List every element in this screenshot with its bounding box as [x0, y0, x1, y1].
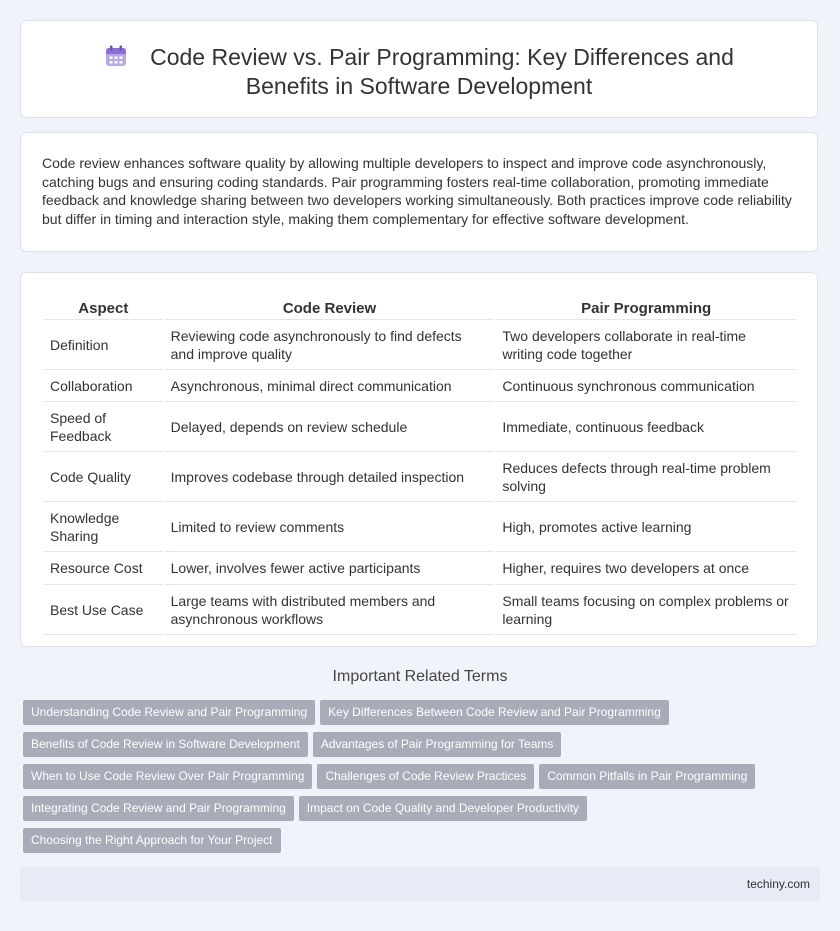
- aspect-cell: Best Use Case: [44, 585, 163, 635]
- calendar-icon: [104, 44, 128, 68]
- intro-paragraph: Code review enhances software quality by allowing multiple developers to inspect and improve code asynchronously, catching bugs and ensuring coding standards. Pair programming fosters real-time collaboration, promoting immediate feedback and knowledge sharing between two developers working simultaneously. Both practices improve code reliability but differ in timing and interaction style, making them complementary for effective software development.: [42, 155, 792, 227]
- table-row: [44, 452, 796, 502]
- table-row: [44, 402, 796, 452]
- table-row: [44, 370, 796, 402]
- related-term-tag[interactable]: Common Pitfalls in Pair Programming: [539, 764, 755, 789]
- table-row: [44, 552, 796, 585]
- related-term-tag[interactable]: Challenges of Code Review Practices: [317, 764, 534, 789]
- comparison-table: [42, 297, 798, 635]
- related-term-tag[interactable]: Key Differences Between Code Review and Pair Programming: [320, 700, 669, 725]
- pair-programming-cell: Small teams focusing on complex problems or learning: [496, 585, 796, 635]
- related-term-tag[interactable]: Advantages of Pair Programming for Teams: [313, 732, 562, 757]
- aspect-cell: Resource Cost: [44, 552, 163, 585]
- table-row: [44, 502, 796, 552]
- related-term-tag[interactable]: When to Use Code Review Over Pair Programming: [23, 764, 312, 789]
- table-row: [44, 585, 796, 635]
- comparison-card: [20, 272, 818, 647]
- pair-programming-cell: Two developers collaborate in real-time writing code together: [496, 320, 796, 370]
- column-header-aspect: Aspect: [44, 297, 163, 320]
- footer-site-link[interactable]: techiny.com: [746, 877, 810, 891]
- pair-programming-cell: Continuous synchronous communication: [496, 370, 796, 402]
- related-term-tag[interactable]: Choosing the Right Approach for Your Project: [23, 828, 281, 853]
- page-title-wrap: [21, 43, 817, 101]
- column-header-code-review: Code Review: [165, 297, 495, 320]
- table-header-row: [44, 297, 796, 320]
- related-terms-heading: Important Related Terms: [332, 668, 508, 685]
- column-header-pair-programming: Pair Programming: [496, 297, 796, 320]
- code-review-cell: Large teams with distributed members and asynchronous workflows: [165, 585, 495, 635]
- code-review-cell: Reviewing code asynchronously to find defects and improve quality: [165, 320, 495, 370]
- related-term-tag[interactable]: Impact on Code Quality and Developer Productivity: [299, 796, 587, 821]
- pair-programming-cell: High, promotes active learning: [496, 502, 796, 552]
- related-term-tag[interactable]: Integrating Code Review and Pair Programming: [23, 796, 294, 821]
- pair-programming-cell: Higher, requires two developers at once: [496, 552, 796, 585]
- related-term-tag[interactable]: Benefits of Code Review in Software Development: [23, 732, 308, 757]
- footer: [20, 867, 820, 901]
- code-review-cell: Asynchronous, minimal direct communication: [165, 370, 495, 402]
- table-row: [44, 320, 796, 370]
- pair-programming-cell: Immediate, continuous feedback: [496, 402, 796, 452]
- pair-programming-cell: Reduces defects through real-time problem solving: [496, 452, 796, 502]
- aspect-cell: Speed of Feedback: [44, 402, 163, 452]
- aspect-cell: Definition: [44, 320, 163, 370]
- code-review-cell: Lower, involves fewer active participants: [165, 552, 495, 585]
- code-review-cell: Delayed, depends on review schedule: [165, 402, 495, 452]
- aspect-cell: Knowledge Sharing: [44, 502, 163, 552]
- code-review-cell: Limited to review comments: [165, 502, 495, 552]
- code-review-cell: Improves codebase through detailed inspection: [165, 452, 495, 502]
- title-card: [20, 20, 818, 118]
- page-title: Code Review vs. Pair Programming: Key Differences and Benefits in Software Development: [150, 44, 734, 99]
- related-terms-list: [23, 700, 783, 860]
- intro-card: [20, 132, 818, 252]
- related-term-tag[interactable]: Understanding Code Review and Pair Programming: [23, 700, 315, 725]
- aspect-cell: Code Quality: [44, 452, 163, 502]
- aspect-cell: Collaboration: [44, 370, 163, 402]
